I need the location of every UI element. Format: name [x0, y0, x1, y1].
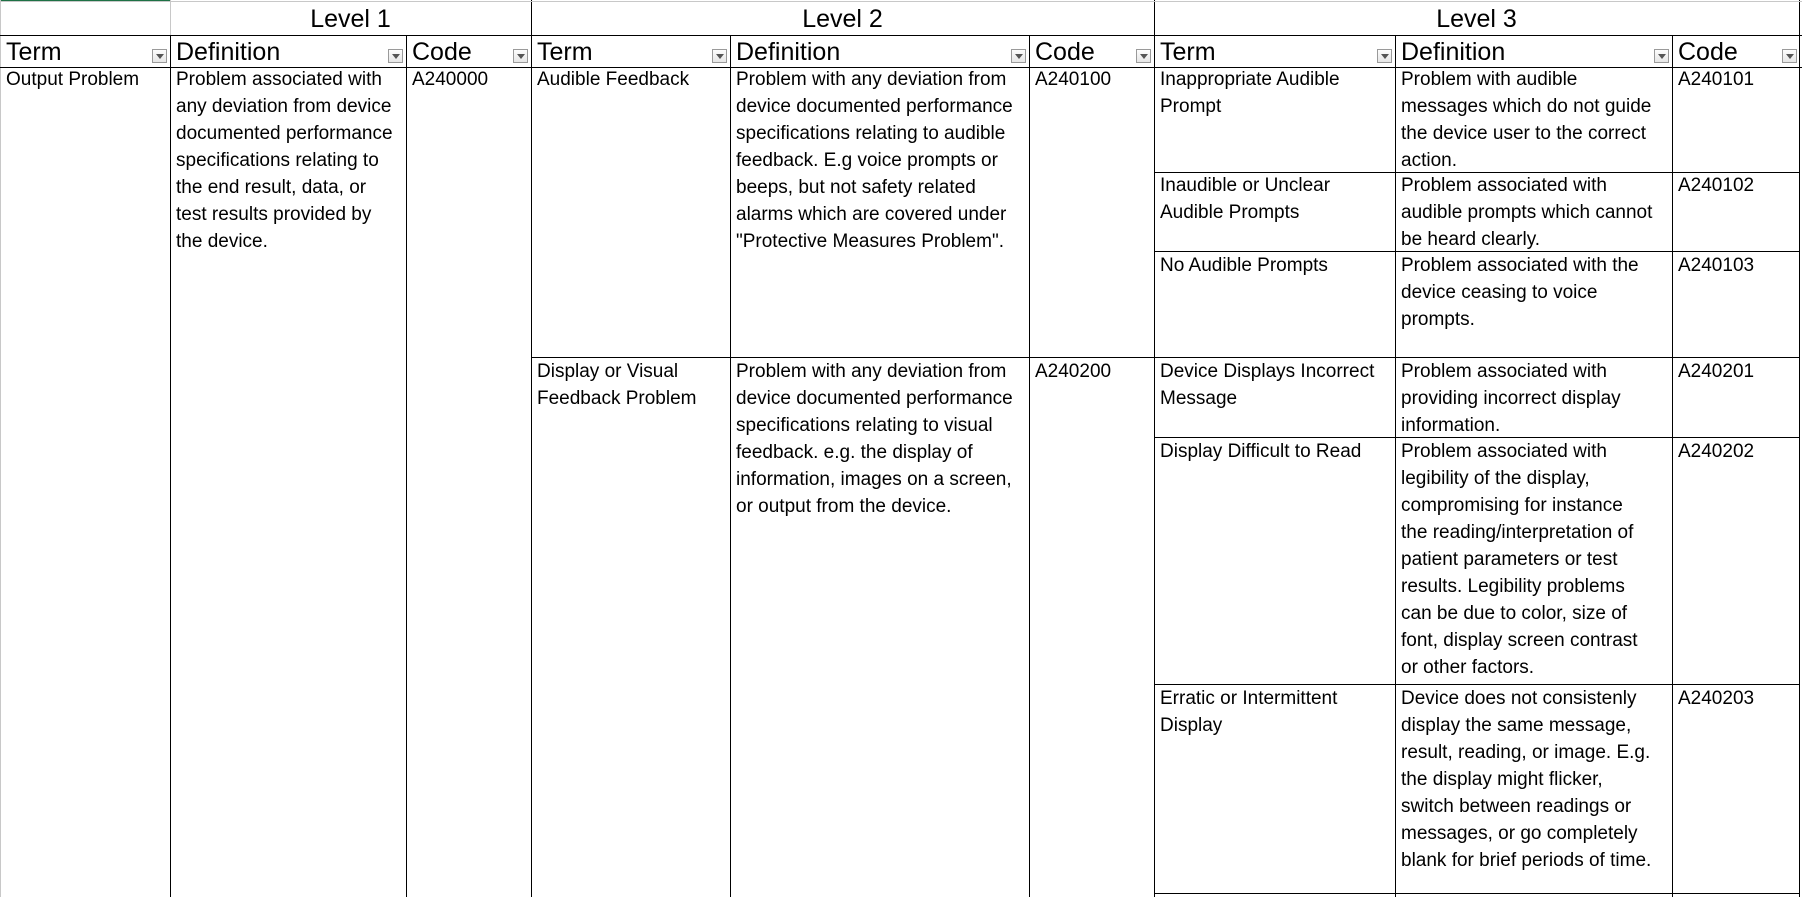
- level2-code-cell[interactable]: A240100: [1035, 69, 1112, 90]
- column-header-code[interactable]: Code: [412, 38, 472, 66]
- column-header-term[interactable]: Term: [537, 38, 593, 66]
- level3-definition-cell[interactable]: Problem associated with providing incorrect display information.: [1401, 361, 1621, 436]
- filter-dropdown-icon[interactable]: [152, 49, 167, 63]
- filter-dropdown-icon[interactable]: [712, 49, 727, 63]
- level3-term-cell[interactable]: Erratic or Intermittent Display: [1160, 688, 1338, 736]
- level3-code-cell[interactable]: A240202: [1678, 441, 1755, 462]
- grid-line: [1799, 0, 1800, 897]
- level2-definition-cell[interactable]: Problem with any deviation from device documented performance specifications relating to visual feedback. e.g. the display of information, images on a screen, or output from the device.: [736, 361, 1013, 517]
- level1-definition-cell[interactable]: Problem associated with any deviation from device documented performance specifications relating to the end result, data, or test results provided by the device.: [176, 69, 393, 252]
- level3-definition-cell[interactable]: Device does not consistenly display the same message, result, reading, or image. E.g. the display might flicker, switch between readings or messages, or go completely blank for brief periods of time.: [1401, 688, 1652, 871]
- level3-term-cell[interactable]: No Audible Prompts: [1160, 255, 1328, 276]
- column-header-term[interactable]: Term: [6, 38, 62, 66]
- grid-line: [1672, 35, 1673, 897]
- level3-code-cell[interactable]: A240102: [1678, 175, 1755, 196]
- column-header-code[interactable]: Code: [1035, 38, 1095, 66]
- level3-code-cell[interactable]: A240201: [1678, 361, 1755, 382]
- filter-dropdown-icon[interactable]: [1782, 49, 1797, 63]
- level3-term-cell[interactable]: Inaudible or Unclear Audible Prompts: [1160, 175, 1331, 223]
- level3-term-cell[interactable]: Display Difficult to Read: [1160, 441, 1362, 462]
- grid-line: [1029, 35, 1030, 897]
- grid-line: [531, 0, 532, 897]
- grid-line: [1154, 893, 1799, 894]
- level3-definition-cell[interactable]: Problem with audible messages which do not guide the device user to the correct action.: [1401, 69, 1652, 171]
- level1-term-cell[interactable]: Output Problem: [6, 69, 140, 90]
- grid-line: [0, 0, 1, 897]
- level3-definition-cell[interactable]: Problem associated with legibility of the display, compromising for instance the reading/interpretation of patient parameters or test results. Legibility problems can be due to color, size of font, display screen contrast or other factors.: [1401, 441, 1638, 678]
- filter-dropdown-icon[interactable]: [1377, 49, 1392, 63]
- column-header-definition[interactable]: Definition: [176, 38, 281, 66]
- filter-dropdown-icon[interactable]: [513, 49, 528, 63]
- level3-definition-cell[interactable]: Problem associated with the device ceasing to voice prompts.: [1401, 255, 1639, 330]
- level-2-header[interactable]: Level 2: [802, 5, 883, 33]
- column-header-definition[interactable]: Definition: [1401, 38, 1506, 66]
- level3-definition-cell[interactable]: Problem associated with audible prompts which cannot be heard clearly.: [1401, 175, 1653, 250]
- level2-code-cell[interactable]: A240200: [1035, 361, 1112, 382]
- level2-definition-cell[interactable]: Problem with any deviation from device documented performance specifications relating to audible feedback. E.g voice prompts or beeps, but not safety related alarms which are covered under "Protective Measures Problem".: [736, 69, 1013, 252]
- filter-dropdown-icon[interactable]: [1011, 49, 1026, 63]
- level3-term-cell[interactable]: Inappropriate Audible Prompt: [1160, 69, 1340, 117]
- grid-line: [406, 35, 407, 897]
- grid-line: [0, 35, 1802, 36]
- level1-code-cell[interactable]: A240000: [412, 69, 489, 90]
- filter-dropdown-icon[interactable]: [1136, 49, 1151, 63]
- column-header-term[interactable]: Term: [1160, 38, 1216, 66]
- level2-term-cell[interactable]: Display or Visual Feedback Problem: [537, 361, 697, 409]
- level3-code-cell[interactable]: A240203: [1678, 688, 1755, 709]
- level-3-header[interactable]: Level 3: [1436, 5, 1517, 33]
- level-1-header[interactable]: Level 1: [310, 5, 391, 33]
- column-header-definition[interactable]: Definition: [736, 38, 841, 66]
- level3-code-cell[interactable]: A240101: [1678, 69, 1755, 90]
- column-header-code[interactable]: Code: [1678, 38, 1738, 66]
- filter-dropdown-icon[interactable]: [388, 49, 403, 63]
- grid-line: [0, 1, 1802, 2]
- level3-code-cell[interactable]: A240103: [1678, 255, 1755, 276]
- level2-term-cell[interactable]: Audible Feedback: [537, 69, 690, 90]
- filter-dropdown-icon[interactable]: [1654, 49, 1669, 63]
- level3-term-cell[interactable]: Device Displays Incorrect Message: [1160, 361, 1375, 409]
